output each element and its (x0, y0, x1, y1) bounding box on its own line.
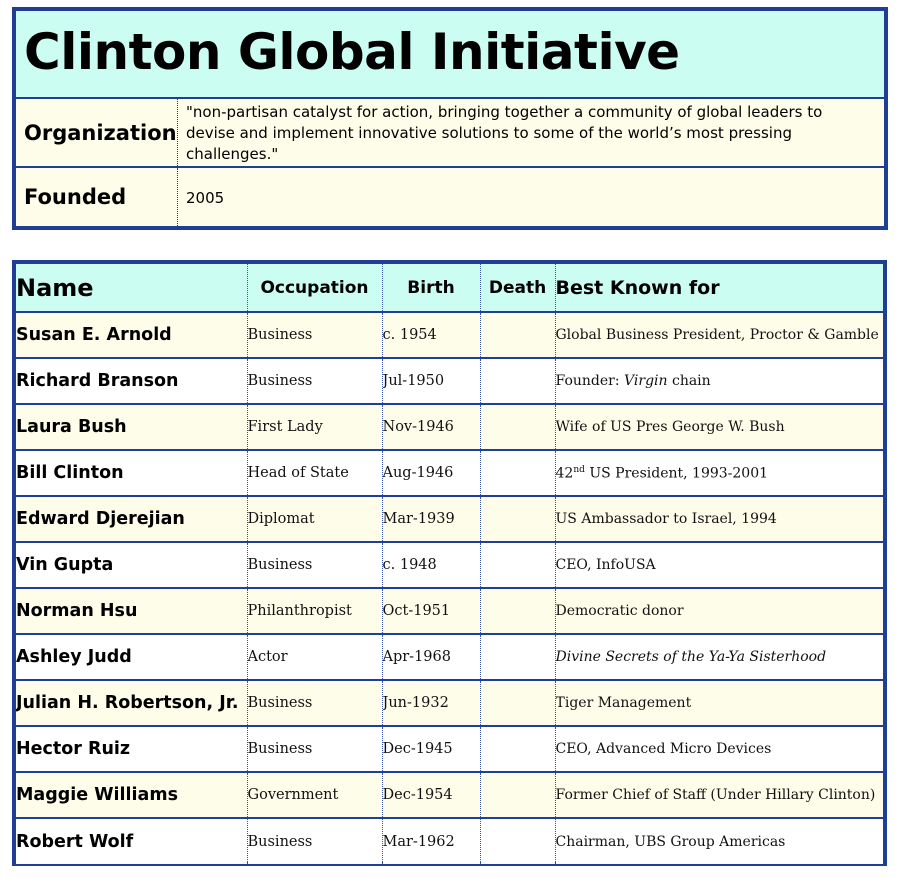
cell-death (480, 358, 555, 404)
cell-death (480, 404, 555, 450)
founded-label: Founded (16, 168, 178, 226)
best-suffix: US President, 1993-2001 (584, 465, 769, 482)
cell-best-known-for: CEO, InfoUSA (555, 542, 883, 588)
cell-name: Richard Branson (16, 358, 247, 404)
cell-birth: Jul-1950 (382, 358, 480, 404)
table-row (16, 588, 883, 634)
table-row (16, 726, 883, 772)
cell-name: Julian H. Robertson, Jr. (16, 680, 247, 726)
cell-occupation: Business (247, 818, 382, 864)
cell-best-known-for: Global Business President, Proctor & Gamble (555, 312, 883, 358)
cell-death (480, 588, 555, 634)
cell-occupation: Diplomat (247, 496, 382, 542)
cell-best-known-for: Former Chief of Staff (Under Hillary Clinton) (555, 772, 883, 818)
cell-best-known-for: CEO, Advanced Micro Devices (555, 726, 883, 772)
table-row (16, 634, 883, 680)
cell-death (480, 818, 555, 864)
organization-value: "non-partisan catalyst for action, bringing together a community of global leaders to devise and implement innovative solutions to some of the world’s most pressing challenges." (186, 103, 823, 163)
table-row (16, 358, 883, 404)
cell-birth: Aug-1946 (382, 450, 480, 496)
table-row (16, 404, 883, 450)
best-superscript: nd (573, 464, 585, 475)
people-table (16, 264, 883, 864)
column-header-name: Name (16, 264, 247, 312)
cell-best-known-for: US Ambassador to Israel, 1994 (555, 496, 883, 542)
cell-name: Norman Hsu (16, 588, 247, 634)
cell-name: Robert Wolf (16, 818, 247, 864)
cell-birth: Dec-1954 (382, 772, 480, 818)
cell-death (480, 680, 555, 726)
cell-best-known-for: Tiger Management (555, 680, 883, 726)
cell-name: Maggie Williams (16, 772, 247, 818)
cell-occupation: Business (247, 542, 382, 588)
table-row (16, 772, 883, 818)
cell-birth: Oct-1951 (382, 588, 480, 634)
cell-name: Hector Ruiz (16, 726, 247, 772)
cell-occupation: Business (247, 726, 382, 772)
cell-birth: Dec-1945 (382, 726, 480, 772)
table-row (16, 818, 883, 864)
people-table-box (12, 260, 887, 866)
cell-death (480, 726, 555, 772)
cell-name: Susan E. Arnold (16, 312, 247, 358)
title-row (16, 11, 884, 99)
best-suffix: chain (667, 373, 711, 389)
cell-name: Edward Djerejian (16, 496, 247, 542)
cell-death (480, 312, 555, 358)
cell-best-known-for: Wife of US Pres George W. Bush (555, 404, 883, 450)
organization-label: Organization (16, 99, 178, 166)
cell-birth: Nov-1946 (382, 404, 480, 450)
page-title: Clinton Global Initiative (24, 23, 680, 81)
cell-occupation: Business (247, 358, 382, 404)
cell-birth: Mar-1939 (382, 496, 480, 542)
best-prefix: Founder: (555, 373, 625, 389)
cell-occupation: Business (247, 680, 382, 726)
cell-death (480, 542, 555, 588)
table-row (16, 496, 883, 542)
table-header-row (16, 264, 883, 312)
founded-value: 2005 (186, 189, 225, 207)
organization-row (16, 99, 884, 168)
cell-occupation: Business (247, 312, 382, 358)
best-italic: Virgin (624, 373, 668, 389)
cell-name: Ashley Judd (16, 634, 247, 680)
cell-death (480, 450, 555, 496)
organization-info-box (12, 7, 888, 230)
cell-best-known-for: Democratic donor (555, 588, 883, 634)
cell-occupation: First Lady (247, 404, 382, 450)
cell-birth: c. 1948 (382, 542, 480, 588)
cell-death (480, 634, 555, 680)
cell-name: Bill Clinton (16, 450, 247, 496)
table-row (16, 450, 883, 496)
cell-occupation: Actor (247, 634, 382, 680)
cell-occupation: Philanthropist (247, 588, 382, 634)
cell-name: Laura Bush (16, 404, 247, 450)
cell-birth: Jun-1932 (382, 680, 480, 726)
cell-name: Vin Gupta (16, 542, 247, 588)
cell-best-known-for: Chairman, UBS Group Americas (555, 833, 786, 850)
founded-row (16, 168, 884, 226)
cell-birth: Mar-1962 (382, 818, 480, 864)
column-header-occupation: Occupation (247, 264, 382, 312)
cell-best-known-for: Divine Secrets of the Ya-Ya Sisterhood (555, 634, 883, 680)
table-row (16, 312, 883, 358)
cell-best-known-for (555, 358, 883, 404)
table-row (16, 542, 883, 588)
cell-birth: c. 1954 (382, 312, 480, 358)
column-header-death: Death (480, 264, 555, 312)
table-row (16, 680, 883, 726)
column-header-birth: Birth (382, 264, 480, 312)
cell-best-known-for (555, 450, 883, 496)
column-header-best-known-for: Best Known for (555, 264, 883, 312)
cell-occupation: Government (247, 772, 382, 818)
cell-death (480, 496, 555, 542)
cell-occupation: Head of State (247, 450, 382, 496)
cell-death (480, 772, 555, 818)
best-number: 42 (555, 465, 574, 482)
cell-birth: Apr-1968 (382, 634, 480, 680)
